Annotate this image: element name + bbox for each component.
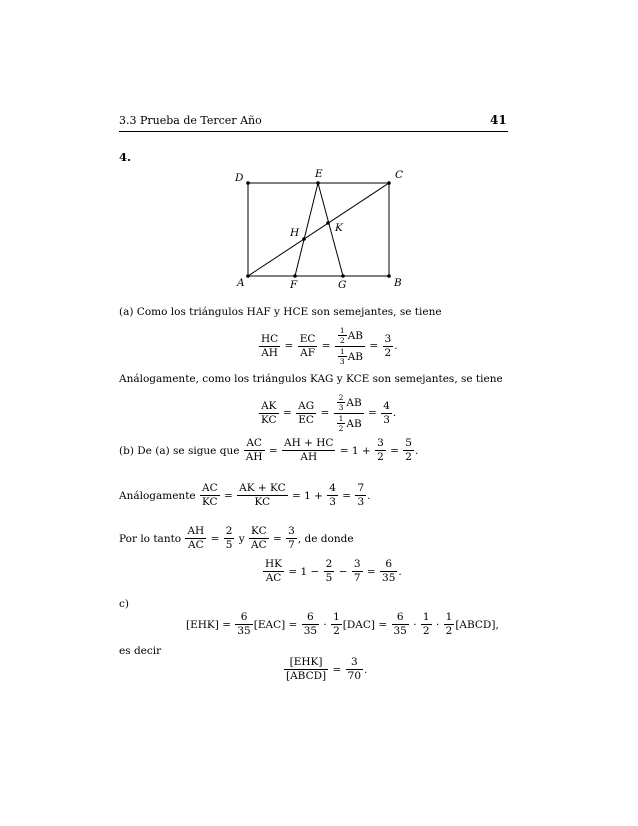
- label-f: F: [290, 279, 298, 291]
- part-c-equation-2: $\frac{\text{[EHK]}}{\text{[ABCD]}}$ = $\frac{3}{70}$ .: [286, 656, 368, 683]
- part-b-equation-3: Por lo tanto $\frac{AH}{AC}$ = $\frac{2}{5}$ y $\frac{KC}{AC}$ = $\frac{3}{7}$ , de donde: [119, 525, 354, 552]
- label-h: H: [290, 227, 300, 239]
- label-a: A: [237, 277, 245, 289]
- point-c-dot: [387, 181, 391, 185]
- point-b-dot: [387, 274, 391, 278]
- part-a-equation-1: $\frac{HC}{AH}$ = $\frac{EC}{AF}$ = $\frac{1}{2}$ AB $\frac{1}{3}$ AB = $\frac{3}{2}$ .: [261, 326, 398, 367]
- geometry-figure: [220, 160, 420, 295]
- point-h-dot: [302, 237, 306, 241]
- part-c-equation-1: [EHK] = $\frac{6}{35}$ [EAC] = $\frac{6}{35}$ · $\frac{1}{2}$ [DAC] = $\frac{6}{35}$ · $\frac{1}{2}$ · $\frac{1}{2}$ [ABCD],: [186, 611, 499, 638]
- page-number: 41: [490, 113, 507, 127]
- fraction-sum: $\frac{AH + HC}{AH}$: [284, 437, 334, 464]
- header-rule: [119, 131, 508, 132]
- fraction-ec-af: [298, 333, 318, 360]
- fraction-result: $\frac{5}{2}$: [405, 437, 412, 464]
- problem-number: 4.: [119, 150, 132, 164]
- fraction-ratio-ab-2: $\frac{2}{3}$ AB $\frac{1}{2}$ AB: [334, 393, 364, 434]
- point-k-dot: [326, 221, 330, 225]
- point-a-dot: [246, 274, 250, 278]
- label-b: B: [394, 277, 402, 289]
- point-g-dot: [341, 274, 345, 278]
- part-b-equation-1: (b) De (a) se sigue que $\frac{AC}{AH}$ = $\frac{AH + HC}{AH}$ = 1 + $\frac{3}{2}$ = $\frac{5}{2}$ .: [119, 437, 419, 464]
- fraction-ak-kc: $\frac{AK}{KC}$: [261, 399, 277, 426]
- fraction-ac-kc: $\frac{AC}{KC}$: [201, 482, 218, 509]
- part-a-analog: Análogamente, como los triángulos KAG y KCE son semejantes, se tiene: [119, 373, 503, 385]
- fraction-hc-ah: [259, 333, 280, 360]
- label-c: C: [395, 169, 404, 181]
- part-b-equation-2: Análogamente $\frac{AC}{KC}$ = $\frac{AK + KC}{KC}$ = 1 + $\frac{4}{3}$ = $\frac{7}{3}$ .: [119, 482, 371, 509]
- label-e: E: [315, 168, 323, 180]
- fraction-numerator: HC: [261, 332, 279, 345]
- fraction-ag-ec: $\frac{AG}{EC}$: [298, 399, 315, 426]
- point-f-dot: [293, 274, 297, 278]
- fraction-result: $\frac{7}{3}$: [357, 482, 365, 509]
- fraction-numerator: EC: [299, 332, 316, 345]
- part-b-equation-4: $\frac{HK}{AC}$ = 1 − $\frac{2}{5}$ − $\frac{3}{7}$ = $\frac{6}{35}$ .: [265, 558, 402, 585]
- fraction-result: $\frac{6}{35}$: [382, 558, 396, 585]
- fraction-area-ratio: $\frac{\text{[EHK]}}{\text{[ABCD]}}$: [286, 656, 327, 683]
- label-d: D: [235, 172, 244, 184]
- part-a-equation-2: $\frac{AK}{KC}$ = $\frac{AG}{EC}$ = $\frac{2}{3}$ AB $\frac{1}{2}$ AB = $\frac{4}{3}$ .: [261, 393, 397, 434]
- fraction-result: $\frac{3}{70}$: [347, 656, 362, 683]
- point-d-dot: [246, 181, 250, 185]
- label-k: K: [335, 222, 343, 234]
- fraction-result: $\frac{4}{3}$: [383, 399, 390, 426]
- fraction-denominator: AF: [298, 346, 318, 360]
- part-c-label: c): [119, 598, 129, 610]
- fraction-ratio-ab: $\frac{1}{2}$ AB $\frac{1}{3}$ AB: [335, 326, 365, 367]
- label-g: G: [338, 279, 347, 291]
- fraction-result: $\frac{3}{2}$: [384, 332, 392, 359]
- fraction-ac-ah: $\frac{AC}{AH}$: [245, 437, 263, 464]
- fraction-denominator: AH: [259, 346, 280, 360]
- fraction-sum: $\frac{AK + KC}{KC}$: [239, 482, 286, 509]
- part-a-intro: (a) Como los triángulos HAF y HCE son semejantes, se tiene: [119, 306, 442, 318]
- running-header-section: 3.3 Prueba de Tercer Año: [119, 114, 262, 127]
- part-c-es-decir: es decir: [119, 645, 162, 657]
- point-e-dot: [316, 181, 320, 185]
- diagonal-ac: [248, 183, 389, 276]
